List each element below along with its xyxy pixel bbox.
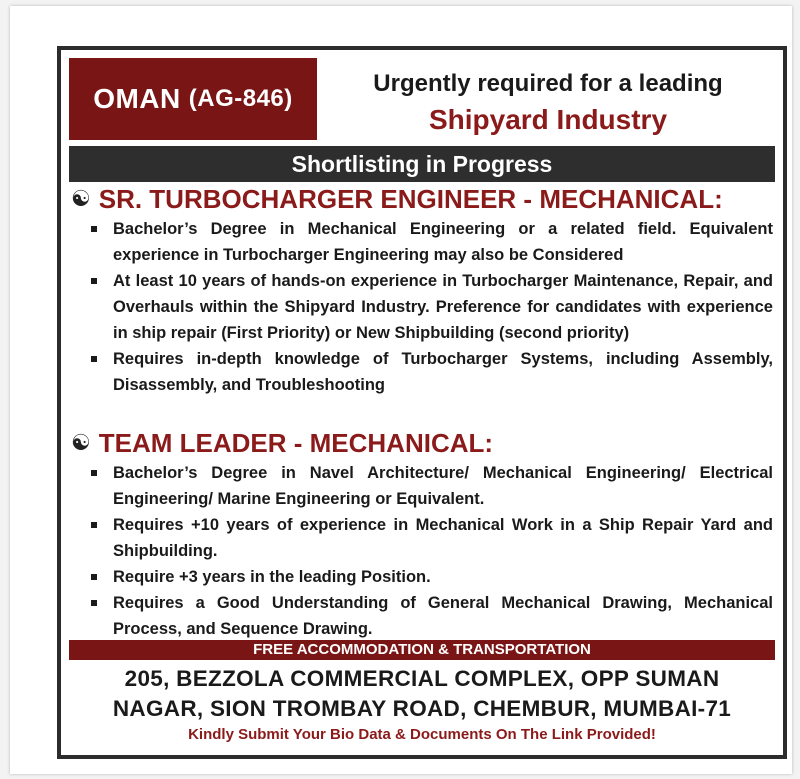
country-label: OMAN bbox=[93, 83, 181, 114]
requirement-text: Requires a Good Understanding of General Mechanical Drawing, Mechanical Process, and Sequence Drawing. bbox=[113, 594, 773, 638]
requirement-text: Require +3 years in the leading Position. bbox=[113, 568, 431, 586]
role-section-turbocharger bbox=[69, 184, 775, 398]
role-section-team-leader bbox=[69, 428, 775, 642]
document-page bbox=[10, 6, 792, 774]
address-line: 205, BEZZOLA COMMERCIAL COMPLEX, OPP SUMAN bbox=[124, 666, 720, 691]
requirement-text: Requires +10 years of experience in Mechanical Work in a Ship Repair Yard and Shipbuilding. bbox=[113, 516, 773, 560]
list-item bbox=[69, 590, 775, 642]
list-item bbox=[69, 346, 775, 398]
submission-note: Kindly Submit Your Bio Data & Documents On The Link Provided! bbox=[188, 726, 656, 743]
bullet-square-icon bbox=[91, 278, 97, 284]
bullet-square-icon bbox=[91, 470, 97, 476]
requirement-text: Bachelor’s Degree in Navel Architecture/ Mechanical Engineering/ Electrical Engineering/ Marine Engineering or Equivalent. bbox=[113, 464, 773, 508]
job-advert-frame bbox=[57, 46, 787, 759]
reference-code: (AG-846) bbox=[188, 85, 293, 112]
bullet-square-icon bbox=[91, 226, 97, 232]
status-banner: Shortlisting in Progress bbox=[69, 146, 775, 182]
role-title bbox=[69, 184, 775, 214]
list-item bbox=[69, 564, 775, 590]
header-subtitle: Urgently required for a leading bbox=[373, 70, 723, 97]
bullet-square-icon bbox=[91, 356, 97, 362]
country-code-box bbox=[69, 58, 317, 140]
bullet-square-icon bbox=[91, 522, 97, 528]
requirement-text: Bachelor’s Degree in Mechanical Engineering or a related field. Equivalent experience in Turbocharger Engineering may also be Considered bbox=[113, 220, 773, 264]
role-title-text: TEAM LEADER - MECHANICAL: bbox=[98, 428, 494, 458]
requirement-text: Requires in-depth knowledge of Turbocharger Systems, including Assembly, Disassembly, and Troubleshooting bbox=[113, 350, 773, 394]
list-item bbox=[69, 460, 775, 512]
bullet-square-icon bbox=[91, 600, 97, 606]
header-row bbox=[69, 58, 775, 140]
header-title: Shipyard Industry bbox=[428, 104, 668, 135]
role-title-text: SR. TURBOCHARGER ENGINEER - MECHANICAL: bbox=[98, 184, 723, 214]
bullet-square-icon bbox=[91, 574, 97, 580]
benefits-banner: FREE ACCOMMODATION & TRANSPORTATION bbox=[69, 640, 775, 660]
role-title bbox=[69, 428, 775, 458]
header-text bbox=[321, 58, 775, 140]
list-item bbox=[69, 268, 775, 346]
requirement-text: At least 10 years of hands-on experience in Turbocharger Maintenance, Repair, and Overhauls within the Shipyard Industry. Preference for candidates with experience in ship repair (First Priority) or New Shipbuilding (second priority) bbox=[113, 272, 773, 342]
yin-yang-icon: ☯ bbox=[71, 430, 91, 455]
address-line: NAGAR, SION TROMBAY ROAD, CHEMBUR, MUMBAI-71 bbox=[112, 696, 732, 721]
office-address bbox=[69, 664, 775, 724]
yin-yang-icon: ☯ bbox=[71, 186, 91, 211]
list-item bbox=[69, 512, 775, 564]
requirements-list bbox=[69, 460, 775, 642]
requirements-list bbox=[69, 216, 775, 398]
list-item bbox=[69, 216, 775, 268]
